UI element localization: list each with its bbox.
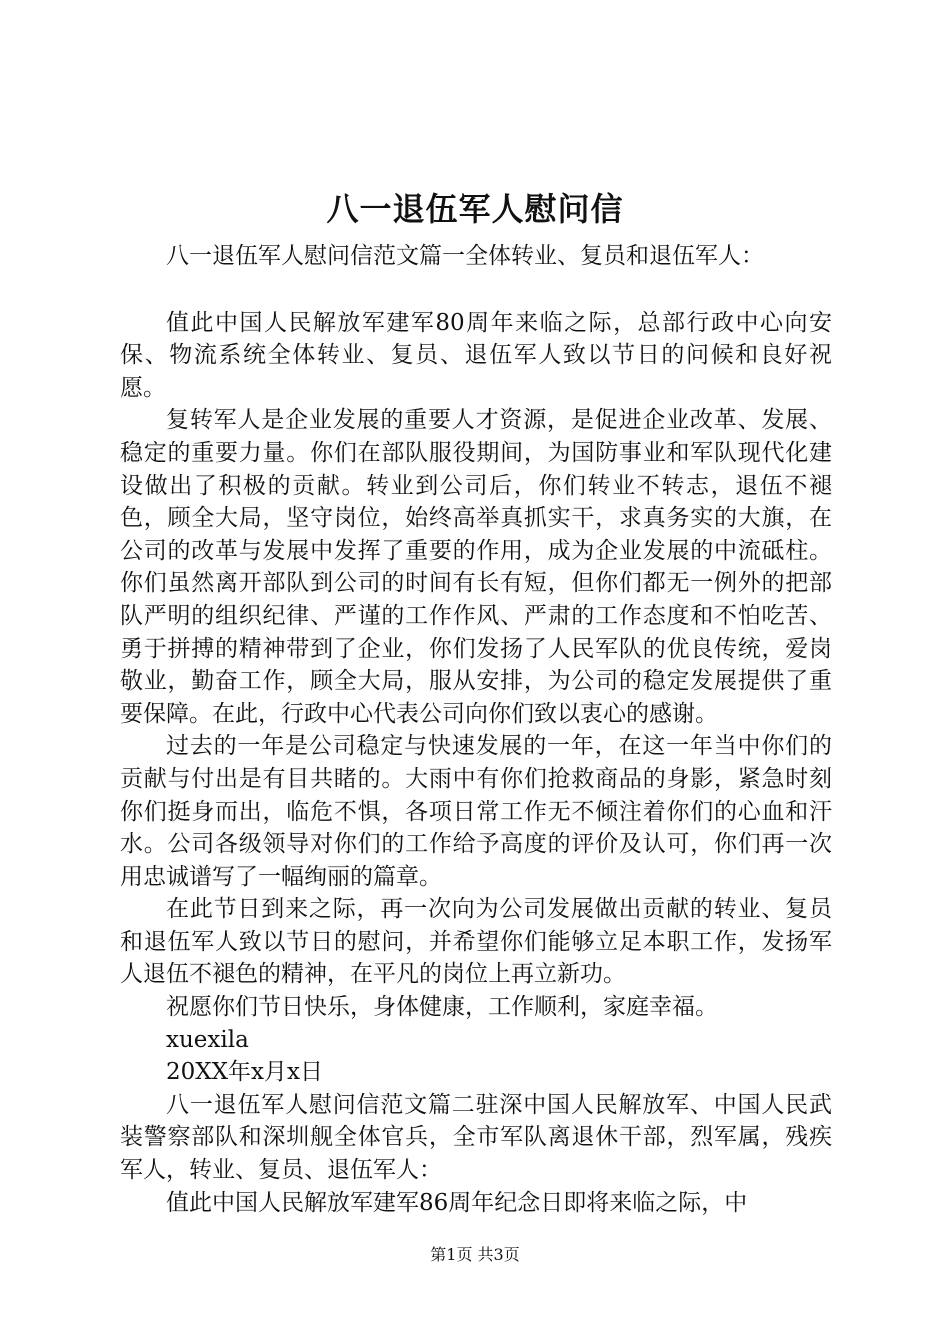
signature: xuexila: [166, 1026, 249, 1053]
paragraph-greeting-1: 八一退伍军人慰问信范文篇一全体转业、复员和退伍军人：: [166, 243, 764, 269]
document-body: [120, 240, 832, 1219]
paragraph-holiday-wish: 在此节日到来之际，再一次向为公司发展做出贡献的转业、复员和退伍军人致以节日的慰问，并希望你们能够立足本职工作，发扬军人退伍不褪色的精神，在平凡的岗位上再立新功。: [120, 896, 832, 988]
paragraph-contribution: 复转军人是企业发展的重要人才资源，是促进企业改革、发展、稳定的重要力量。你们在部队服役期间，为国防事业和军队现代化建设做出了积极的贡献。转业到公司后，你们转业不转志，退伍不褪色，顾全大局，坚守岗位，始终高举真抓实干，求真务实的大旗，在公司的改革与发展中发挥了重要的作用，成为企业发展的中流砥柱。你们虽然离开部队到公司的时间有长有短，但你们都无一例外的把部队严明的组织纪律、严谨的工作作风、严肃的工作态度和不怕吃苦、勇于拼搏的精神带到了企业，你们发扬了人民军队的优良传统，爱岗敬业，勤奋工作，顾全大局，服从安排，为公司的稳定发展提供了重要保障。在此，行政中心代表公司向你们致以衷心的感谢。: [120, 407, 832, 727]
date-line: 20XX年x月x日: [166, 1059, 323, 1086]
paragraph-past-year: 过去的一年是公司稳定与快速发展的一年，在这一年当中你们的贡献与付出是有目共睹的。大雨中有你们抢救商品的身影，紧急时刻你们挺身而出，临危不惧，各项日常工作无不倾注着你们的心血和汗水。公司各级领导对你们的工作给予高度的评价及认可，你们再一次用忠诚谱写了一幅绚丽的篇章。: [120, 733, 832, 890]
document-title: 八一退伍军人慰问信: [326, 190, 624, 228]
page-footer: 第1页 共3页: [430, 1245, 520, 1264]
paragraph-blessing: 祝愿你们节日快乐，身体健康，工作顺利，家庭幸福。: [166, 994, 718, 1021]
paragraph-intro: 值此中国人民解放军建军80周年来临之际，总部行政中心向安保、物流系统全体转业、复员、退伍军人致以节日的问候和良好祝愿。: [120, 309, 832, 401]
paragraph-greeting-2: 八一退伍军人慰问信范文篇二驻深中国人民解放军、中国人民武装警察部队和深圳舰全体官兵，全市军队离退休干部，烈军属，残疾军人，转业、复员、退伍军人：: [120, 1091, 832, 1184]
paragraph-gap: [120, 273, 832, 307]
paragraph-partial: 值此中国人民解放军建军86周年纪念日即将来临之际，中: [166, 1189, 748, 1216]
